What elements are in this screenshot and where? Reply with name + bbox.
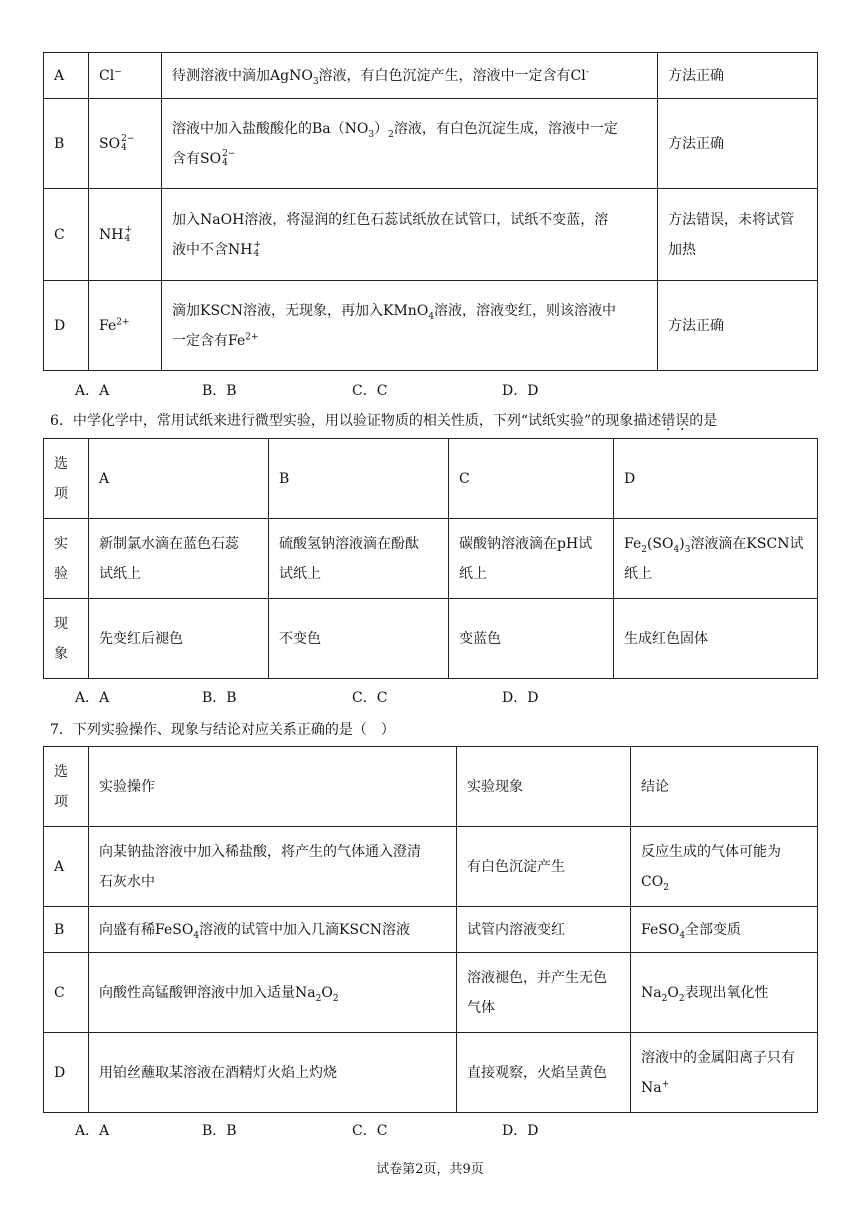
answer-option-b[interactable]: B．B <box>202 383 237 399</box>
phenomenon-cell: 变蓝色 <box>449 599 614 679</box>
q6-table <box>43 438 818 679</box>
table-row <box>44 907 818 953</box>
experiment-cell: 硫酸氢钠溶液滴在酚酞 试纸上 <box>269 519 449 599</box>
row-label-cell: 实 验 <box>44 519 89 599</box>
answer-option-c[interactable]: C．C <box>352 383 388 399</box>
operation-cell: 向盛有稀FeSO$_4$溶液的试管中加入几滴KSCN溶液 <box>89 907 457 953</box>
method-cell: 溶液中加入盐酸酸化的$Ba(NO_3)_2$溶液，有白色沉淀生成，溶液中一定 含有SO 2− 4 <box>162 99 658 189</box>
conclusion-cell: 反应生成的气体可能为 $CO_2$ <box>631 827 818 907</box>
answer-option-d[interactable]: D．D <box>502 383 539 399</box>
ion-cell: $Fe^{2+}$ <box>89 281 162 371</box>
experiment-cell: 碳酸钠溶液滴在pH试 纸上 <box>449 519 614 599</box>
answer-option-c[interactable]: C．C <box>352 690 388 706</box>
column-header: B <box>269 439 449 519</box>
table-row <box>44 953 818 1033</box>
column-header: 实验操作 <box>89 747 457 827</box>
phenomenon-cell: 不变色 <box>269 599 449 679</box>
phenomenon-cell: 生成红色固体 <box>614 599 818 679</box>
phenomenon-cell: 直接观察，火焰呈黄色 <box>457 1033 631 1113</box>
phenomenon-cell: 试管内溶液变红 <box>457 907 631 953</box>
option-cell: D <box>44 281 89 371</box>
column-header: A <box>89 439 269 519</box>
conclusion-cell: $Na_2O_2$表现出氧化性 <box>631 953 818 1033</box>
option-cell: C <box>44 189 89 281</box>
phenomenon-cell: 溶液褪色，并产生无色 气体 <box>457 953 631 1033</box>
column-header: D <box>614 439 818 519</box>
answer-option-b[interactable]: B．B <box>202 1123 237 1139</box>
q7-question-text: 7．下列实验操作、现象与结论对应关系正确的是（ ） <box>50 722 395 738</box>
evaluation-cell: 方法错误，未将试管 加热 <box>658 189 818 281</box>
method-cell: 滴加KSCN溶液，无现象，再加入KMnO$_4$溶液，溶液变红，则该溶液中 一定含有$Fe^{2+}$ <box>162 281 658 371</box>
table-row <box>44 189 818 281</box>
table-row <box>44 519 818 599</box>
header-label-cell: 选 项 <box>44 439 89 519</box>
method-cell: 待测溶液中滴加AgNO$_3$溶液，有白色沉淀产生，溶液中一定含有Cl- <box>162 53 658 99</box>
option-cell: A <box>44 53 89 99</box>
answer-option-d[interactable]: D．D <box>502 690 539 706</box>
table-row <box>44 99 818 189</box>
q6-question-text: 6．中学化学中，常用试纸来进行微型实验，用以验证物质的相关性质，下列“试纸实验”的现象描述错误的是 <box>50 413 718 429</box>
option-cell: B <box>44 99 89 189</box>
operation-cell: 向酸性高锰酸钾溶液中加入适量$Na_2O_2$ <box>89 953 457 1033</box>
header-label-cell: 选 项 <box>44 747 89 827</box>
table-row <box>44 827 818 907</box>
column-header: 实验现象 <box>457 747 631 827</box>
experiment-cell: 新制氯水滴在蓝色石蕊 试纸上 <box>89 519 269 599</box>
ion-cell: Cl− <box>89 53 162 99</box>
experiment-cell: $Fe_2(SO_4)_3$溶液滴在KSCN试 纸上 <box>614 519 818 599</box>
option-cell: D <box>44 1033 89 1113</box>
column-header: C <box>449 439 614 519</box>
operation-cell: 用铂丝蘸取某溶液在酒精灯火焰上灼烧 <box>89 1033 457 1113</box>
column-header: 结论 <box>631 747 818 827</box>
table-row <box>44 747 818 827</box>
evaluation-cell: 方法正确 <box>658 53 818 99</box>
table-row <box>44 53 818 99</box>
phenomenon-cell: 有白色沉淀产生 <box>457 827 631 907</box>
table-row <box>44 439 818 519</box>
ion-cell: SO 2− 4 <box>89 99 162 189</box>
conclusion-cell: FeSO$_4$全部变质 <box>631 907 818 953</box>
ion-cell: NH + 4 <box>89 189 162 281</box>
conclusion-cell: 溶液中的金属阳离子只有 Na+ <box>631 1033 818 1113</box>
table-row <box>44 1033 818 1113</box>
evaluation-cell: 方法正确 <box>658 99 818 189</box>
answer-option-a[interactable]: A．A <box>75 383 110 399</box>
method-cell: 加入NaOH溶液，将湿润的红色石蕊试纸放在试管口，试纸不变蓝，溶 液中不含NH + 4 <box>162 189 658 281</box>
option-cell: C <box>44 953 89 1033</box>
answer-option-b[interactable]: B．B <box>202 690 237 706</box>
option-cell: A <box>44 827 89 907</box>
table-row <box>44 599 818 679</box>
option-cell: B <box>44 907 89 953</box>
answer-option-a[interactable]: A．A <box>75 690 110 706</box>
q7-table <box>43 746 818 1113</box>
page-footer: 试卷第2页，共9页 <box>376 1162 484 1177</box>
answer-option-a[interactable]: A．A <box>75 1123 110 1139</box>
operation-cell: 向某钠盐溶液中加入稀盐酸，将产生的气体通入澄清 石灰水中 <box>89 827 457 907</box>
phenomenon-cell: 先变红后褪色 <box>89 599 269 679</box>
answer-option-c[interactable]: C．C <box>352 1123 388 1139</box>
evaluation-cell: 方法正确 <box>658 281 818 371</box>
row-label-cell: 现 象 <box>44 599 89 679</box>
q5-table <box>43 52 818 371</box>
table-row <box>44 281 818 371</box>
answer-option-d[interactable]: D．D <box>502 1123 539 1139</box>
